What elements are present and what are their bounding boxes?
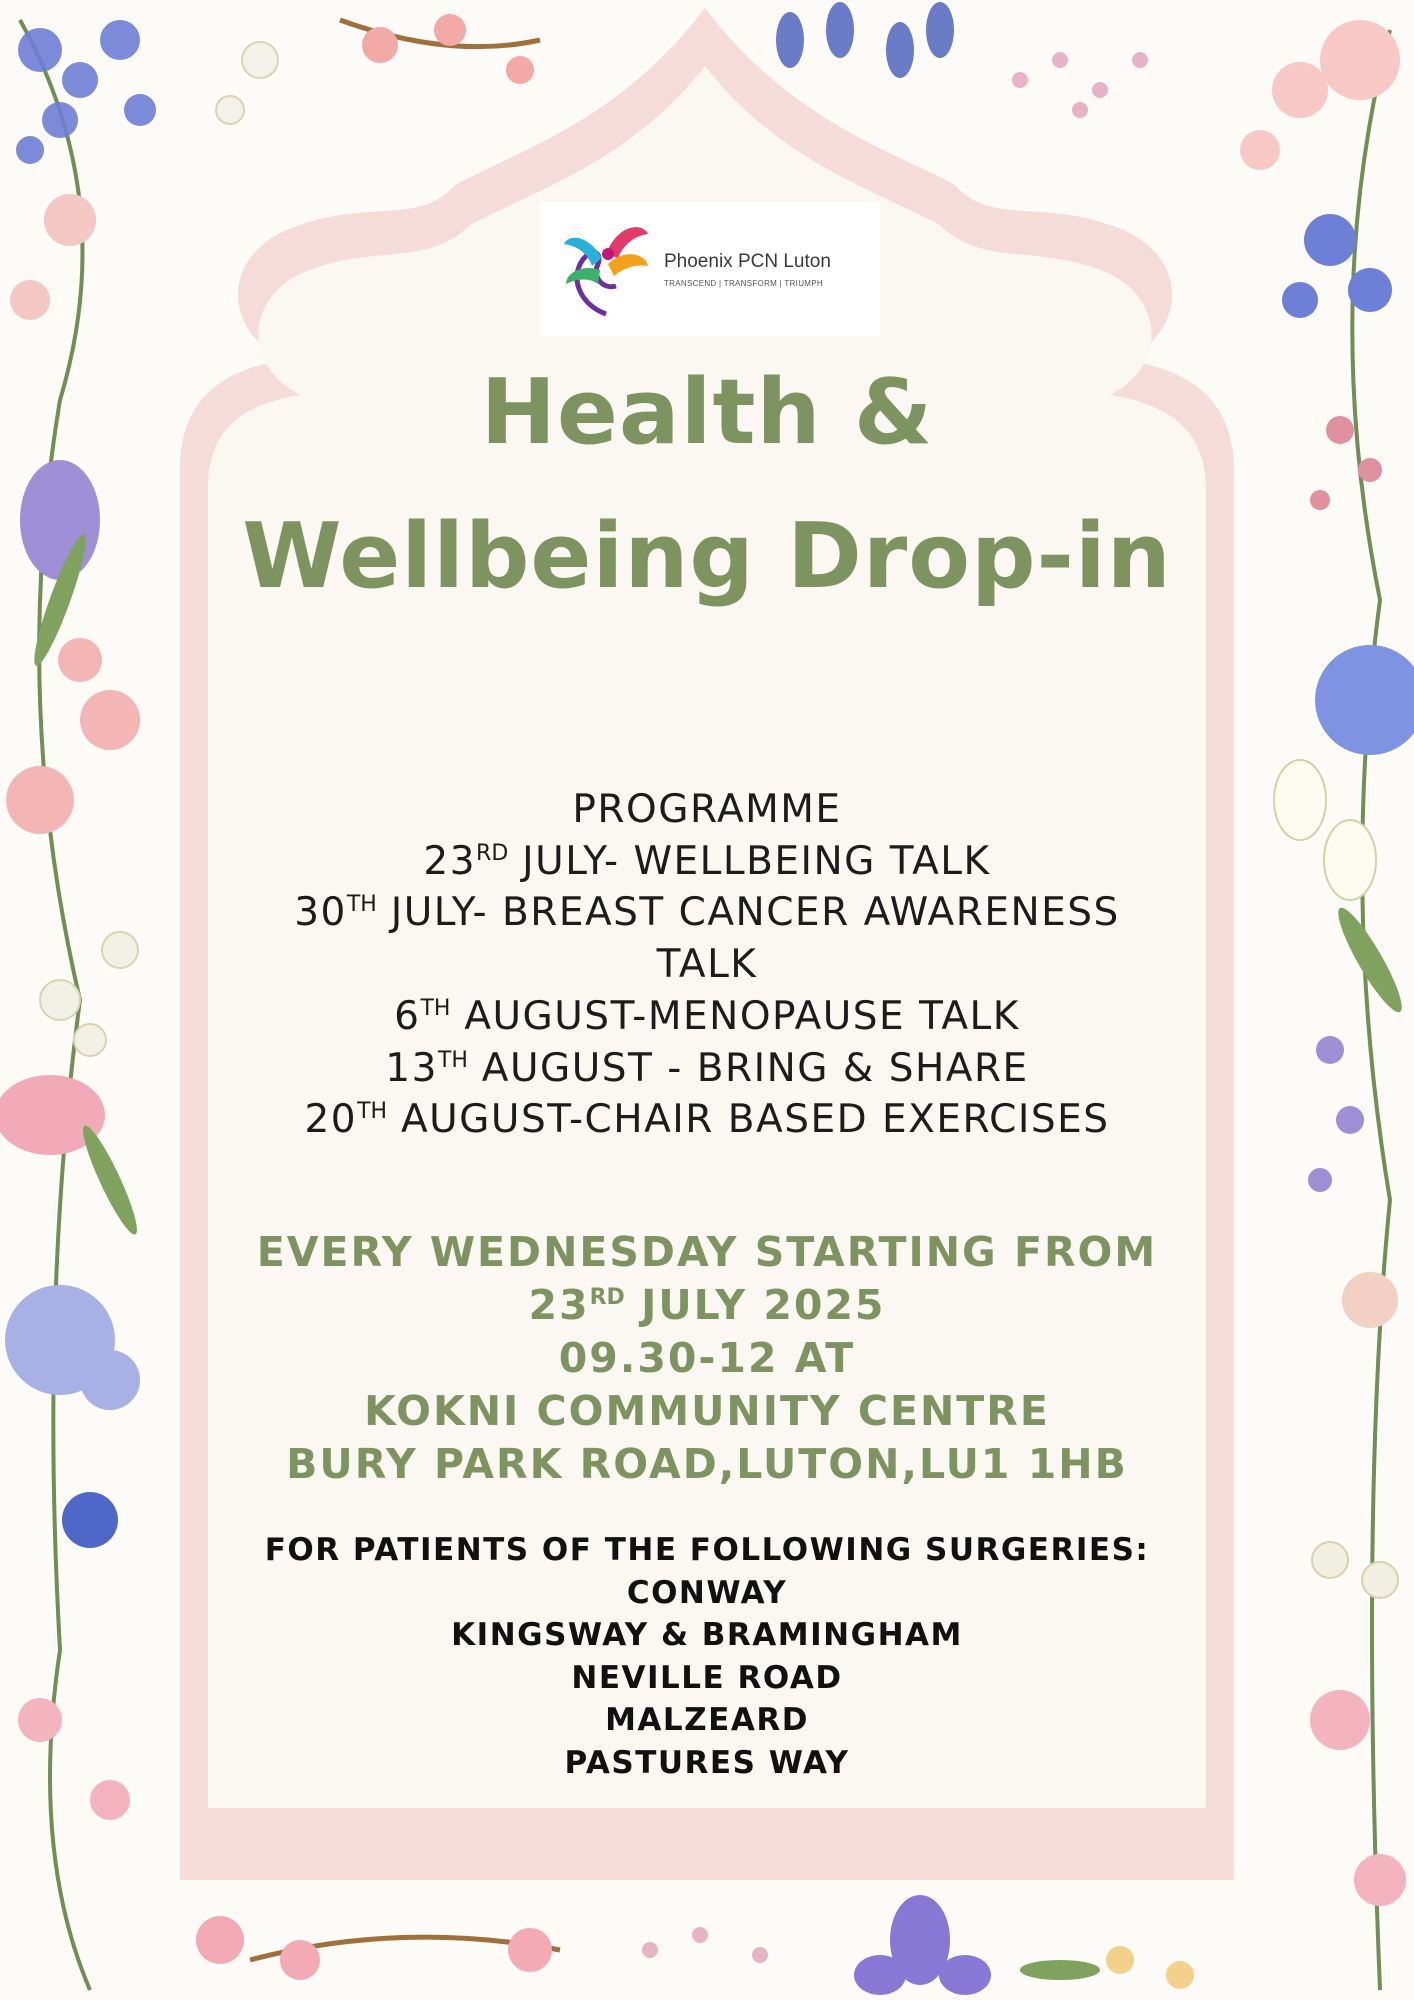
surgery-item: MALZEARD bbox=[605, 1702, 809, 1738]
organisation-tagline: TRANSCEND | TRANSFORM | TRIUMPH bbox=[664, 278, 823, 288]
eligibility-heading: FOR PATIENTS OF THE FOLLOWING SURGERIES: bbox=[264, 1532, 1150, 1568]
programme-item: 30TH JULY- BREAST CANCER AWARENESS bbox=[294, 890, 1120, 936]
schedule-frequency: EVERY WEDNESDAY STARTING FROM bbox=[256, 1228, 1158, 1276]
surgery-item: PASTURES WAY bbox=[564, 1744, 850, 1781]
venue-name: KOKNI COMMUNITY CENTRE bbox=[364, 1387, 1050, 1435]
programme-item: 20TH AUGUST-CHAIR BASED EXERCISES bbox=[304, 1097, 1110, 1143]
logo-card bbox=[540, 202, 880, 336]
programme-item: 6TH AUGUST-MENOPAUSE TALK bbox=[394, 993, 1020, 1039]
schedule-section bbox=[200, 1226, 1214, 1491]
schedule-time: 09.30-12 AT bbox=[558, 1334, 856, 1382]
schedule-start-date: 23RD JULY 2025 bbox=[528, 1281, 886, 1329]
right-flowers bbox=[1240, 20, 1414, 1990]
surgery-item: NEVILLE ROAD bbox=[571, 1659, 843, 1696]
programme-heading: PROGRAMME bbox=[572, 787, 842, 832]
organisation-name: Phoenix PCN Luton bbox=[664, 250, 831, 272]
programme-item: 23RD JULY- WELLBEING TALK bbox=[423, 838, 991, 884]
surgery-item: KINGSWAY & BRAMINGHAM bbox=[451, 1617, 963, 1653]
page-title-line-2: Wellbeing Drop-in bbox=[242, 504, 1172, 609]
eligibility-section bbox=[200, 1529, 1214, 1784]
bottom-flowers bbox=[196, 1895, 1194, 1995]
page-title-line-1: Health & bbox=[480, 360, 934, 465]
programme-item: TALK bbox=[656, 942, 758, 988]
left-flowers bbox=[0, 20, 156, 1990]
programme-section bbox=[200, 784, 1214, 1146]
programme-item: 13TH AUGUST - BRING & SHARE bbox=[385, 1045, 1029, 1091]
venue-address: BURY PARK ROAD,LUTON,LU1 1HB bbox=[286, 1440, 1128, 1488]
surgery-item: CONWAY bbox=[626, 1574, 788, 1611]
phoenix-bird-icon bbox=[558, 214, 654, 324]
